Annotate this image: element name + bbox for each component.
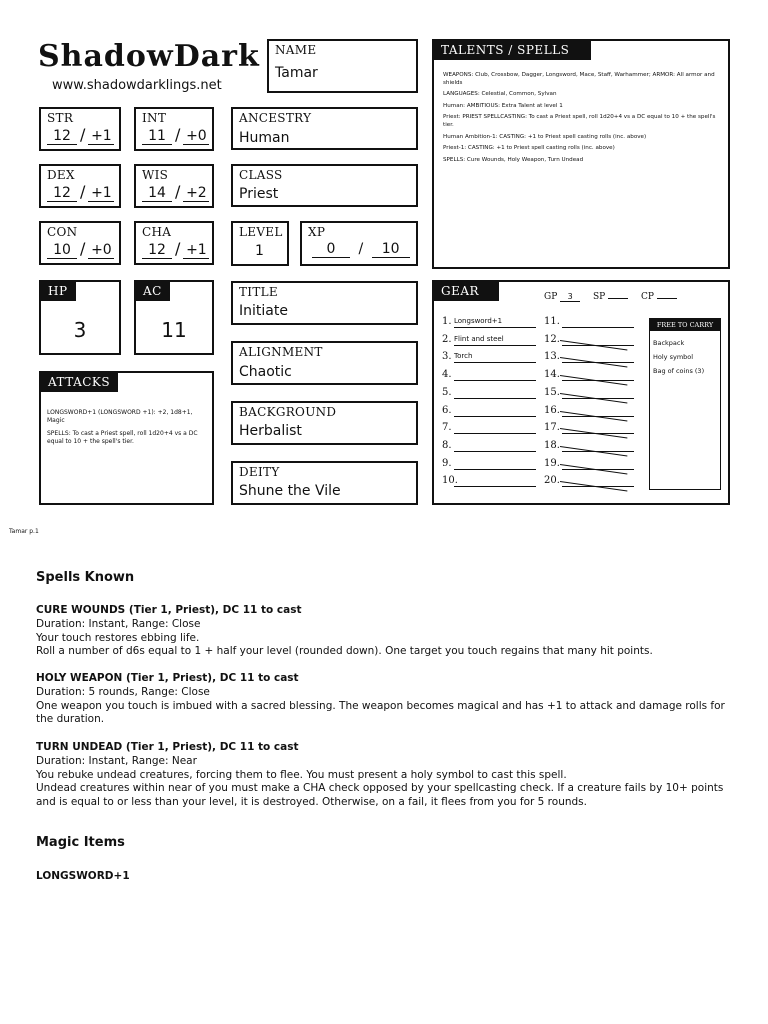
ancestry-box[interactable] bbox=[231, 107, 418, 150]
stat-score: 11 bbox=[142, 128, 172, 145]
gear-slot-number: 19. bbox=[544, 457, 560, 469]
stat-slash: / bbox=[175, 239, 181, 258]
talents-box[interactable] bbox=[432, 39, 730, 269]
stat-score: 12 bbox=[47, 128, 77, 145]
spell-line: One weapon you touch is imbued with a sacred blessing. The weapon becomes magical and has +1 to attack and damage rolls for the duration. bbox=[36, 699, 725, 726]
stat-label: STR bbox=[47, 111, 74, 125]
gp-label: GP bbox=[544, 292, 558, 302]
gear-slot-number: 11. bbox=[544, 316, 560, 327]
xp-slash: / bbox=[358, 241, 364, 257]
stat-slash: / bbox=[80, 182, 86, 201]
spells-known-heading: Spells Known bbox=[36, 570, 135, 585]
deity-value: Shune the Vile bbox=[239, 483, 341, 499]
stat-mod: +1 bbox=[88, 185, 114, 202]
name-value: Tamar bbox=[275, 65, 318, 81]
stat-values bbox=[47, 182, 114, 202]
gear-slot-number: 7. bbox=[442, 422, 452, 434]
xp-current: 0 bbox=[312, 241, 350, 258]
title-box[interactable] bbox=[231, 281, 418, 325]
stat-mod: +1 bbox=[183, 242, 209, 259]
gear-slot-left[interactable] bbox=[454, 476, 536, 487]
gear-slot-left[interactable] bbox=[454, 406, 536, 417]
magic-item: LONGSWORD+1 bbox=[36, 870, 130, 882]
level-value: 1 bbox=[255, 243, 264, 259]
background-value: Herbalist bbox=[239, 423, 302, 439]
gear-slot-left[interactable] bbox=[454, 370, 536, 381]
gear-slot-number: 12. bbox=[544, 333, 560, 345]
talent-line: LANGUAGES: Celestial, Common, Sylvan bbox=[443, 91, 557, 98]
free-item: Backpack bbox=[653, 339, 685, 347]
gear-slot-number: 18. bbox=[544, 439, 560, 451]
cp-value[interactable] bbox=[657, 298, 677, 299]
cp-label: CP bbox=[640, 292, 654, 302]
gear-slot-number: 17. bbox=[544, 422, 560, 434]
gear-slot-number: 20. bbox=[544, 475, 560, 487]
stat-values bbox=[142, 182, 209, 202]
gear-slot-number: 4. bbox=[442, 369, 452, 381]
hp-label: HP bbox=[40, 281, 76, 301]
attack-line: SPELLS: To cast a Priest spell, roll 1d20+4 vs a DC equal to 10 + the spell's tier. bbox=[47, 430, 198, 445]
gp-value[interactable]: 3 bbox=[560, 292, 580, 302]
attacks-label: ATTACKS bbox=[40, 372, 118, 392]
xp-label: XP bbox=[308, 225, 326, 239]
gear-slot-number: 13. bbox=[544, 351, 560, 363]
background-box[interactable] bbox=[231, 401, 418, 445]
stat-mod: +0 bbox=[88, 242, 114, 259]
spell-line: Undead creatures within near of you must make a CHA check opposed by your spellcasting check. If a creature fails by 10+ points and is equal to or less than your level, it is destroyed. Otherwise, on a fail, it flees from you for 5 rounds. bbox=[36, 782, 724, 809]
gear-slot-number: 14. bbox=[544, 369, 560, 381]
ancestry-value: Human bbox=[239, 130, 290, 146]
spell-title: TURN UNDEAD (Tier 1, Priest), DC 11 to cast bbox=[36, 741, 299, 753]
gear-slot-left[interactable]: Longsword+1 bbox=[454, 317, 536, 328]
gear-slot-left[interactable] bbox=[454, 388, 536, 399]
ac-value: 11 bbox=[161, 318, 187, 342]
gear-slot-number: 9. bbox=[442, 457, 452, 469]
stat-label: INT bbox=[142, 111, 167, 125]
stat-label: CHA bbox=[142, 225, 172, 239]
gear-slot-number: 10. bbox=[442, 475, 458, 487]
spell-line: Duration: Instant, Range: Near bbox=[36, 754, 197, 767]
magic-items-heading: Magic Items bbox=[36, 835, 125, 850]
stat-slash: / bbox=[80, 239, 86, 258]
level-box[interactable] bbox=[231, 221, 289, 266]
logo-title: ShadowDark bbox=[38, 39, 260, 74]
stat-values bbox=[142, 125, 209, 145]
background-label: BACKGROUND bbox=[239, 405, 337, 419]
name-label: NAME bbox=[275, 43, 317, 57]
gear-box[interactable] bbox=[432, 280, 730, 505]
gear-slot-right[interactable] bbox=[562, 441, 634, 452]
gear-slot-right[interactable] bbox=[562, 335, 634, 346]
stat-box-int[interactable] bbox=[134, 107, 214, 151]
stat-box-str[interactable] bbox=[39, 107, 121, 151]
free-to-carry-box[interactable] bbox=[649, 318, 721, 490]
talent-line: Human: AMBITIOUS: Extra Talent at level 1 bbox=[443, 102, 563, 109]
talent-line: SPELLS: Cure Wounds, Holy Weapon, Turn Undead bbox=[443, 156, 584, 163]
alignment-value: Chaotic bbox=[239, 364, 292, 380]
sp-value[interactable] bbox=[608, 298, 628, 299]
stat-slash: / bbox=[175, 125, 181, 144]
talents-label: TALENTS / SPELLS bbox=[433, 40, 591, 60]
spell-title: HOLY WEAPON (Tier 1, Priest), DC 11 to cast bbox=[36, 672, 299, 684]
deity-box[interactable] bbox=[231, 461, 418, 505]
stat-label: WIS bbox=[142, 168, 169, 182]
gear-slot-number: 2. bbox=[442, 333, 452, 345]
stat-values bbox=[47, 125, 114, 145]
logo-url: www.shadowdarklings.net bbox=[52, 78, 222, 93]
stat-score: 10 bbox=[47, 242, 77, 259]
sp-label: SP bbox=[593, 292, 606, 302]
ac-label: AC bbox=[135, 281, 170, 301]
stat-box-dex[interactable] bbox=[39, 164, 121, 208]
page-footer: Tamar p.1 bbox=[9, 528, 39, 535]
stat-mod: +1 bbox=[88, 128, 114, 145]
free-item: Holy symbol bbox=[653, 353, 694, 361]
attack-line: LONGSWORD+1 (LONGSWORD +1): +2, 1d8+1, Magic bbox=[47, 409, 193, 424]
stat-values bbox=[47, 239, 114, 259]
talent-line: Priest-1: CASTING: +1 to Priest spell casting rolls (inc. above) bbox=[443, 145, 615, 152]
title-label: TITLE bbox=[239, 285, 278, 299]
logo bbox=[38, 40, 263, 93]
gear-slot-right[interactable] bbox=[562, 388, 634, 399]
gear-slot-right[interactable] bbox=[562, 406, 634, 417]
stat-mod: +2 bbox=[183, 185, 209, 202]
spell-line: Your touch restores ebbing life. bbox=[36, 631, 200, 644]
title-value: Initiate bbox=[239, 303, 288, 319]
gear-slot-left[interactable]: Torch bbox=[454, 352, 536, 363]
class-label: CLASS bbox=[239, 168, 283, 182]
stat-box-cha[interactable] bbox=[134, 221, 214, 265]
spell-line: Duration: Instant, Range: Close bbox=[36, 617, 201, 630]
stat-values bbox=[142, 239, 209, 259]
stat-label: DEX bbox=[47, 168, 75, 182]
gear-slot-left[interactable] bbox=[454, 423, 536, 434]
xp-box[interactable] bbox=[300, 221, 418, 266]
gear-slot-number: 8. bbox=[442, 439, 452, 451]
ac-box[interactable] bbox=[134, 280, 214, 355]
gear-slot-number: 16. bbox=[544, 404, 560, 416]
talents-list bbox=[443, 72, 718, 164]
spell-line: You rebuke undead creatures, forcing them to flee. You must present a holy symbol to cast this spell. bbox=[36, 768, 567, 781]
level-label: LEVEL bbox=[239, 225, 283, 239]
spell-title: CURE WOUNDS (Tier 1, Priest), DC 11 to cast bbox=[36, 604, 302, 616]
spell-cure-wounds bbox=[36, 604, 726, 659]
class-box[interactable] bbox=[231, 164, 418, 207]
stat-slash: / bbox=[80, 125, 86, 144]
stat-label: CON bbox=[47, 225, 78, 239]
gear-label: GEAR bbox=[433, 281, 499, 301]
coins-row bbox=[544, 292, 677, 302]
stat-box-wis[interactable] bbox=[134, 164, 214, 208]
gear-slot-left[interactable] bbox=[454, 441, 536, 452]
alignment-box[interactable] bbox=[231, 341, 418, 385]
xp-next: 10 bbox=[372, 241, 410, 258]
gear-slot-number: 5. bbox=[442, 386, 452, 398]
gear-slot-right[interactable] bbox=[562, 317, 634, 328]
ancestry-label: ANCESTRY bbox=[239, 111, 312, 125]
attacks-box[interactable] bbox=[39, 371, 214, 505]
gear-slot-left[interactable] bbox=[454, 459, 536, 470]
free-item: Bag of coins (3) bbox=[653, 367, 705, 375]
class-value: Priest bbox=[239, 186, 279, 202]
spell-line: Roll a number of d6s equal to 1 + half your level (rounded down). One target you touch regains that many hit points. bbox=[36, 645, 653, 658]
stat-score: 12 bbox=[142, 242, 172, 259]
gear-slot-left[interactable]: Flint and steel bbox=[454, 335, 536, 346]
gear-slot-number: 3. bbox=[442, 351, 452, 363]
free-to-carry-label: FREE TO CARRY bbox=[650, 319, 720, 331]
stat-slash: / bbox=[175, 182, 181, 201]
spell-turn-undead bbox=[36, 741, 726, 810]
gear-slot-number: 1. bbox=[442, 316, 452, 327]
hp-value: 3 bbox=[73, 318, 87, 342]
gear-slot-number: 6. bbox=[442, 404, 452, 416]
attacks-list bbox=[47, 409, 207, 446]
stat-box-con[interactable] bbox=[39, 221, 121, 265]
gear-slot-right[interactable] bbox=[562, 459, 634, 470]
name-box[interactable] bbox=[267, 39, 418, 93]
talent-line: Human Ambition-1: CASTING: +1 to Priest spell casting rolls (inc. above) bbox=[443, 133, 647, 140]
gear-slot-number: 15. bbox=[544, 386, 560, 398]
alignment-label: ALIGNMENT bbox=[239, 345, 323, 359]
spell-holy-weapon bbox=[36, 672, 726, 727]
talent-line: WEAPONS: Club, Crossbow, Dagger, Longsword, Mace, Staff, Warhammer; ARMOR: All armor and shields bbox=[443, 72, 715, 86]
stat-score: 12 bbox=[47, 185, 77, 202]
stat-score: 14 bbox=[142, 185, 172, 202]
spell-line: Duration: 5 rounds, Range: Close bbox=[36, 685, 210, 698]
hp-box[interactable] bbox=[39, 280, 121, 355]
deity-label: DEITY bbox=[239, 465, 280, 479]
stat-mod: +0 bbox=[183, 128, 209, 145]
talent-line: Priest: PRIEST SPELLCASTING: To cast a Priest spell, roll 1d20+4 vs a DC equal to 10 + the spell's tier. bbox=[443, 114, 716, 128]
